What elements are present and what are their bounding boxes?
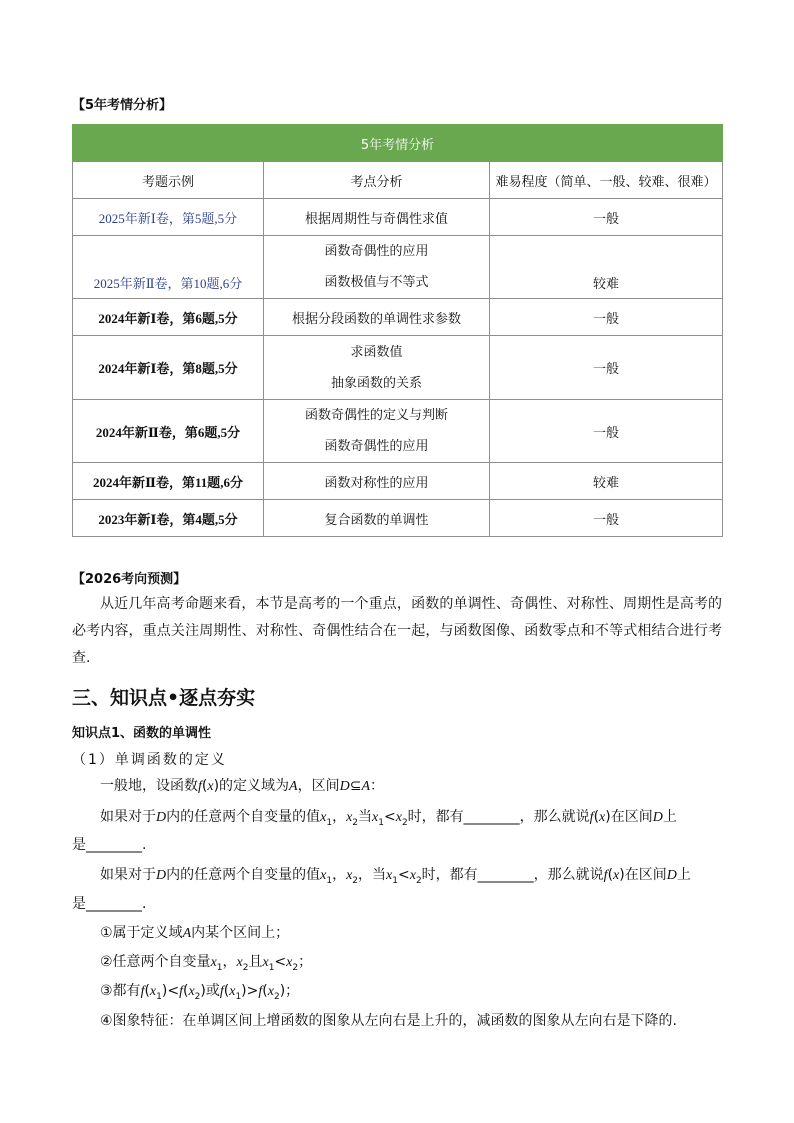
table-row [73, 299, 723, 336]
text-run: 当 [358, 809, 373, 825]
exam-point-line: 函数奇偶性的定义与判断 [304, 408, 448, 423]
exam-source-cell: 2025年新Ⅰ卷，第5题,5分 [73, 199, 264, 236]
math-expr: A [289, 779, 298, 794]
exam-point-line: 函数极值与不等式 [324, 275, 429, 290]
text-run: 的定义域为 [219, 778, 290, 794]
math-expr: x [210, 955, 217, 970]
math-expr: f [219, 984, 224, 999]
math-expr: D [339, 779, 350, 794]
text-run: ①属于定义域 [100, 925, 183, 941]
exam-point-cell: 复合函数的单调性 [264, 500, 490, 537]
column-header: 难易程度（简单、一般、较难、很难） [490, 162, 723, 199]
text-run: 上 [662, 809, 677, 825]
definition-line: 如果对于D内的任意两个自变量的值$x_1$，$x_2$当$x_1<x_2$时，都有________，那么就说f(x)在区间D上 [100, 809, 677, 828]
text-run: ，当 [358, 867, 387, 883]
math-expr: A [182, 926, 192, 941]
text-run: 内的任意两个自变量的值 [166, 809, 321, 825]
text-run: 在区间 [624, 867, 667, 883]
text-run: ③都有 [100, 983, 141, 999]
math-expr: D [666, 868, 677, 883]
exam-analysis-table [72, 124, 723, 537]
definition-line [100, 922, 289, 942]
exam-point-cell [264, 400, 490, 463]
exam-source-cell: 2024年新Ⅱ卷，第6题,5分 [73, 400, 264, 463]
text-run: 或 [205, 983, 220, 999]
forecast-paragraph: 从近几年高考命题来看，本节是高考的一个重点，函数的单调性、奇偶性、对称性、周期性是高考的必考内容，重点关注周期性、对称性、奇偶性结合在一起，与函数图像、函数零点和不等式相结合进行考查. [72, 596, 722, 666]
table-row [73, 463, 723, 500]
exam-point-cell: 根据周期性与奇偶性求值 [264, 199, 490, 236]
definition-line: 一般地，设函数f(x)的定义域为A，区间D⊆A： [100, 778, 385, 794]
definition-line: 是________. [72, 837, 147, 853]
table-row [73, 400, 723, 463]
definition-line: 如果对于D内的任意两个自变量的值$x_1$，$x_2$，当$x_1<x_2$时，都有________，那么就说f(x)在区间D上 [100, 867, 691, 886]
math-expr: x [262, 955, 269, 970]
text-run: 一般地，设函数 [100, 778, 198, 794]
knowledge-point-title: 知识点1、函数的单调性 [72, 726, 212, 741]
exam-point-line: 函数奇偶性的应用 [324, 244, 429, 259]
text-run: 上 [676, 867, 691, 883]
column-header: 考题示例 [73, 162, 264, 199]
math-expr: x [386, 868, 393, 883]
text-run: 如果对于 [100, 809, 156, 825]
text-run: 内某个区间上； [191, 925, 290, 941]
definition-line: 是________. [72, 896, 147, 912]
difficulty-cell: 较难 [490, 236, 723, 299]
subsection-title: （1）单调函数的定义 [72, 752, 227, 768]
text-run: 在区间 [610, 809, 653, 825]
table-row [73, 500, 723, 537]
difficulty-cell: 较难 [490, 463, 723, 500]
exam-point-cell [264, 236, 490, 299]
math-expr: f [589, 810, 594, 825]
math-expr: x [320, 868, 327, 883]
text-run: 如果对于 [100, 867, 156, 883]
column-header: 考点分析 [264, 162, 490, 199]
difficulty-cell: 一般 [490, 400, 723, 463]
exam-point-cell [264, 336, 490, 400]
exam-source-cell: 2024年新Ⅰ卷，第6题,5分 [73, 299, 264, 336]
section-title: 【5年考情分析】 [72, 98, 173, 113]
difficulty-cell: 一般 [490, 299, 723, 336]
forecast-title: 【2026考向预测】 [72, 572, 187, 587]
text-run: 时，都有________，那么就说 [407, 809, 590, 825]
text-run: 内的任意两个自变量的值 [166, 867, 321, 883]
difficulty-cell: 一般 [490, 500, 723, 537]
exam-source-cell: 2024年新Ⅰ卷，第8题,5分 [73, 336, 264, 400]
definition-line: ③都有$f(x_1)<f(x_2)$或$f(x_1)>f(x_2)$； [100, 983, 300, 1002]
difficulty-cell: 一般 [490, 199, 723, 236]
exam-point-cell: 函数对称性的应用 [264, 463, 490, 500]
section-heading: 三、知识点•逐点夯实 [72, 687, 256, 709]
text-run: 时，都有________，那么就说 [421, 867, 604, 883]
exam-point-line: 求函数值 [350, 344, 403, 360]
exam-point-line: 抽象函数的关系 [330, 375, 422, 391]
math-expr: x [320, 810, 327, 825]
definition-line: ②任意两个自变量$x_1$，$x_2$且$x_1<x_2$； [100, 954, 313, 973]
math-expr: D [156, 868, 167, 883]
table-row [73, 236, 723, 299]
math-expr: x [372, 810, 379, 825]
exam-source-cell: 2024年新Ⅱ卷，第11题,6分 [73, 463, 264, 500]
exam-source-cell: 2023年新Ⅰ卷，第4题,5分 [73, 500, 264, 537]
exam-source-cell: 2025年新Ⅱ卷，第10题,6分 [73, 236, 264, 299]
table-row [73, 199, 723, 236]
text-run: ： [370, 778, 385, 794]
table-row [73, 336, 723, 400]
table-banner: 5年考情分析 [73, 125, 723, 162]
math-expr: D [652, 810, 663, 825]
text-run: ②任意两个自变量 [100, 954, 211, 970]
table-header-row [73, 162, 723, 199]
math-expr: D [156, 810, 167, 825]
math-expr: f [198, 779, 202, 794]
math-expr: f [603, 868, 608, 883]
exam-point-cell: 根据分段函数的单调性求参数 [264, 299, 490, 336]
exam-point-line: 函数奇偶性的应用 [324, 439, 429, 454]
math-expr: f [140, 984, 145, 999]
difficulty-cell: 一般 [490, 336, 723, 400]
definition-line: ④图象特征：在单调区间上增函数的图象从左向右是上升的，减函数的图象从左向右是下降的. [100, 1013, 677, 1029]
text-run: 且 [248, 954, 263, 970]
text-run: ，区间 [297, 778, 340, 794]
